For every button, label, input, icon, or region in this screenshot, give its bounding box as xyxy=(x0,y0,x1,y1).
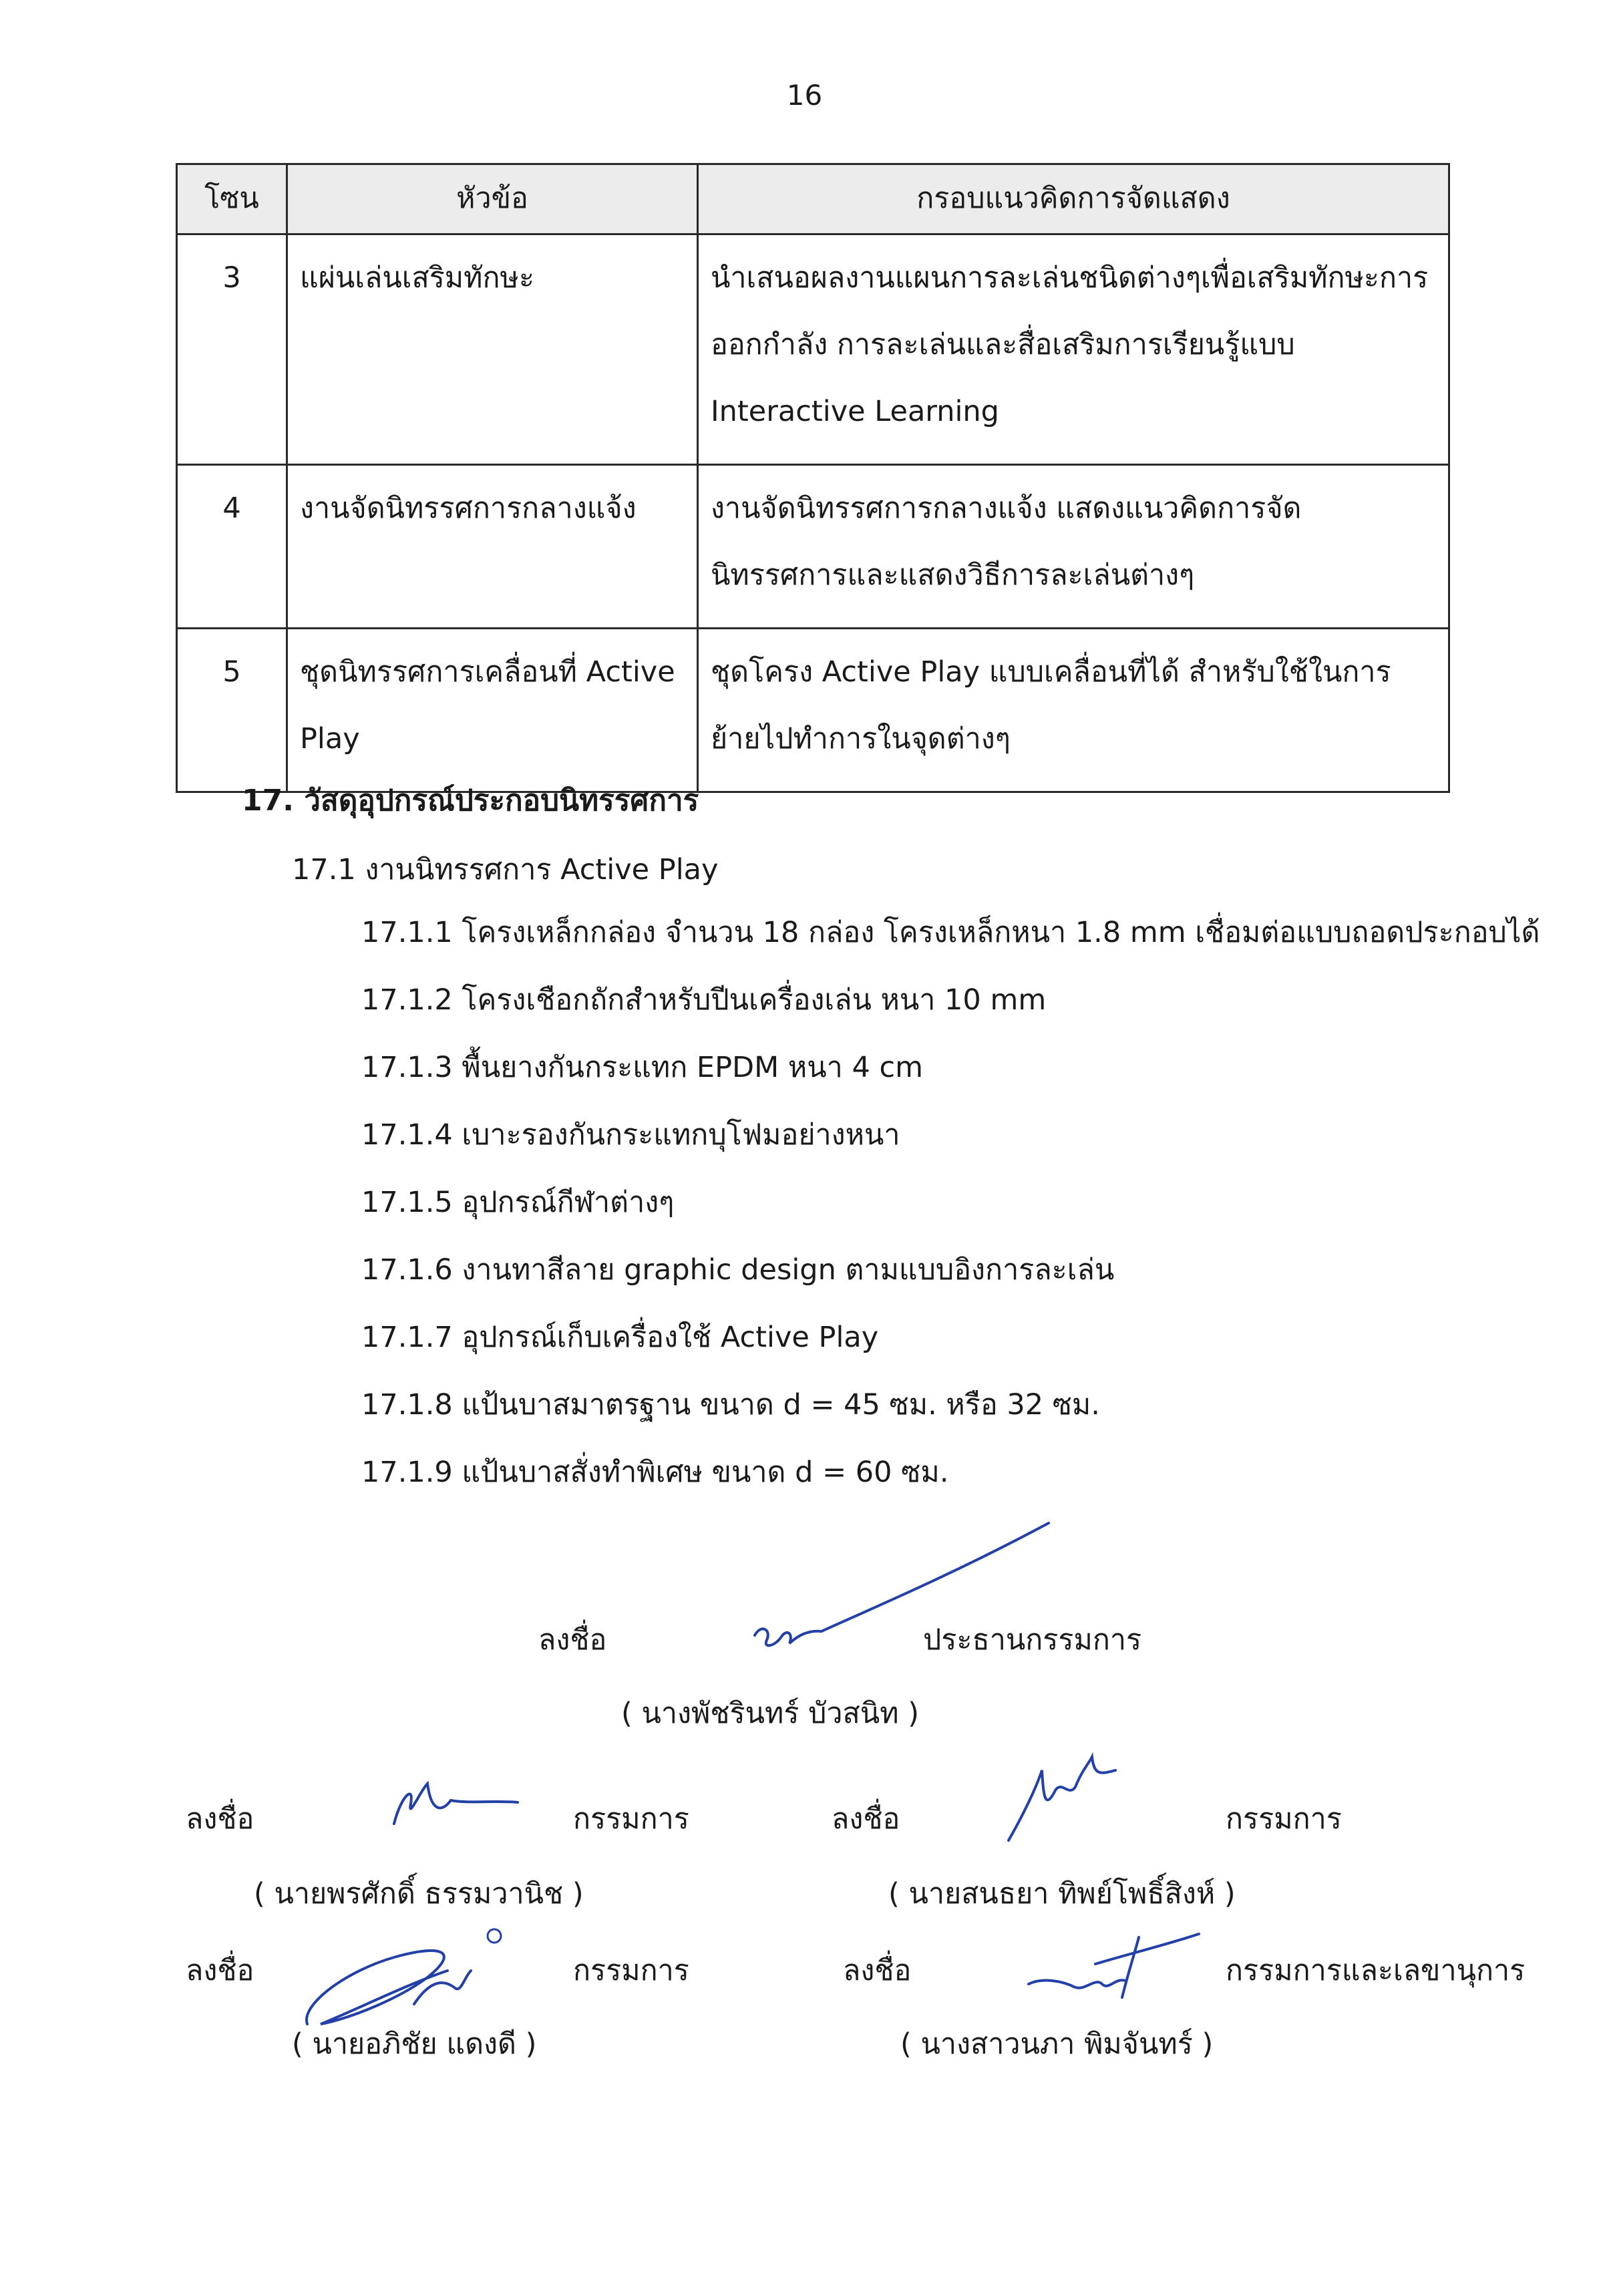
chair-name: ( นางพัชรินทร์ บัวสนิท ) xyxy=(621,1697,919,1730)
section-subtitle: 17.1 งานนิทรรศการ Active Play xyxy=(292,853,719,886)
zone-topic: งานจัดนิทรรศการกลางแจ้ง xyxy=(287,465,698,629)
header-concept: กรอบแนวคิดการจัดแสดง xyxy=(698,164,1449,234)
header-zone: โซน xyxy=(177,164,287,234)
list-item: 17.1.9 แป้นบาสสั่งทำพิเศษ ขนาด d = 60 ซม. xyxy=(361,1456,949,1489)
zone-concept: งานจัดนิทรรศการกลางแจ้ง แสดงแนวคิดการจัดนิทรรศการและแสดงวิธีการละเล่นต่างๆ xyxy=(698,465,1449,629)
member-signature-mark xyxy=(1022,1924,1202,2011)
member-role: กรรมการ xyxy=(573,1954,689,1987)
member-name: ( นางสาวนภา พิมจันทร์ ) xyxy=(900,2027,1214,2061)
sign-label: ลงชื่อ xyxy=(186,1802,254,1836)
sign-label: ลงชื่อ xyxy=(832,1802,900,1836)
list-item: 17.1.8 แป้นบาสมาตรฐาน ขนาด d = 45 ซม. หรือ 32 ซม. xyxy=(361,1388,1100,1422)
member-role: กรรมการและเลขานุการ xyxy=(1226,1954,1526,1987)
sign-label: ลงชื่อ xyxy=(186,1954,254,1987)
list-item: 17.1.7 อุปกรณ์เก็บเครื่องใช้ Active Play xyxy=(361,1321,879,1354)
header-topic: หัวข้อ xyxy=(287,164,698,234)
zone-concept: นำเสนอผลงานแผนการละเล่นชนิดต่างๆเพื่อเสริมทักษะการออกกำลัง การละเล่นและสื่อเสริมการเรียนรู้แบบ Interactive Learning xyxy=(698,234,1449,465)
member-role: กรรมการ xyxy=(1226,1802,1342,1836)
list-item: 17.1.2 โครงเชือกถักสำหรับปีนเครื่องเล่น หนา 10 mm xyxy=(361,983,1047,1017)
zone-topic: ชุดนิทรรศการเคลื่อนที่ Active Play xyxy=(287,629,698,792)
member-signature-mark xyxy=(381,1764,528,1837)
member-name: ( นายพรศักดิ์ ธรรมวานิช ) xyxy=(254,1877,584,1911)
member-signature-mark xyxy=(995,1750,1142,1850)
list-item: 17.1.1 โครงเหล็กกล่อง จำนวน 18 กล่อง โครงเหล็กหนา 1.8 mm เชื่อมต่อแบบถอดประกอบได้ xyxy=(361,916,1540,949)
member-name: ( นายสนธยา ทิพย์โพธิ์สิงห์ ) xyxy=(888,1877,1236,1911)
list-item: 17.1.4 เบาะรองกันกระแทกบุโฟมอย่างหนา xyxy=(361,1118,900,1152)
list-item: 17.1.5 อุปกรณ์กีฬาต่างๆ xyxy=(361,1186,675,1219)
zone-number: 4 xyxy=(177,465,287,629)
page-number: 16 xyxy=(786,79,823,112)
section-title: 17. วัสดุอุปกรณ์ประกอบนิทรรศการ xyxy=(242,784,699,818)
member-name: ( นายอภิชัย แดงดี ) xyxy=(292,2027,537,2061)
zone-number: 3 xyxy=(177,234,287,465)
zone-topic: แผ่นเล่นเสริมทักษะ xyxy=(287,234,698,465)
zone-concept: ชุดโครง Active Play แบบเคลื่อนที่ได้ สำหรับใช้ในการย้ายไปทำการในจุดต่างๆ xyxy=(698,629,1449,792)
sign-label: ลงชื่อ xyxy=(538,1623,607,1657)
chair-role: ประธานกรรมการ xyxy=(923,1623,1142,1657)
list-item: 17.1.3 พื้นยางกันกระแทก EPDM หนา 4 cm xyxy=(361,1051,924,1084)
zone-number: 5 xyxy=(177,629,287,792)
sign-label: ลงชื่อ xyxy=(843,1954,912,1987)
member-role: กรรมการ xyxy=(573,1802,689,1836)
materials-list xyxy=(361,913,1540,1520)
list-item: 17.1.6 งานทาสีลาย graphic design ตามแบบอิงการละเล่น xyxy=(361,1253,1115,1287)
